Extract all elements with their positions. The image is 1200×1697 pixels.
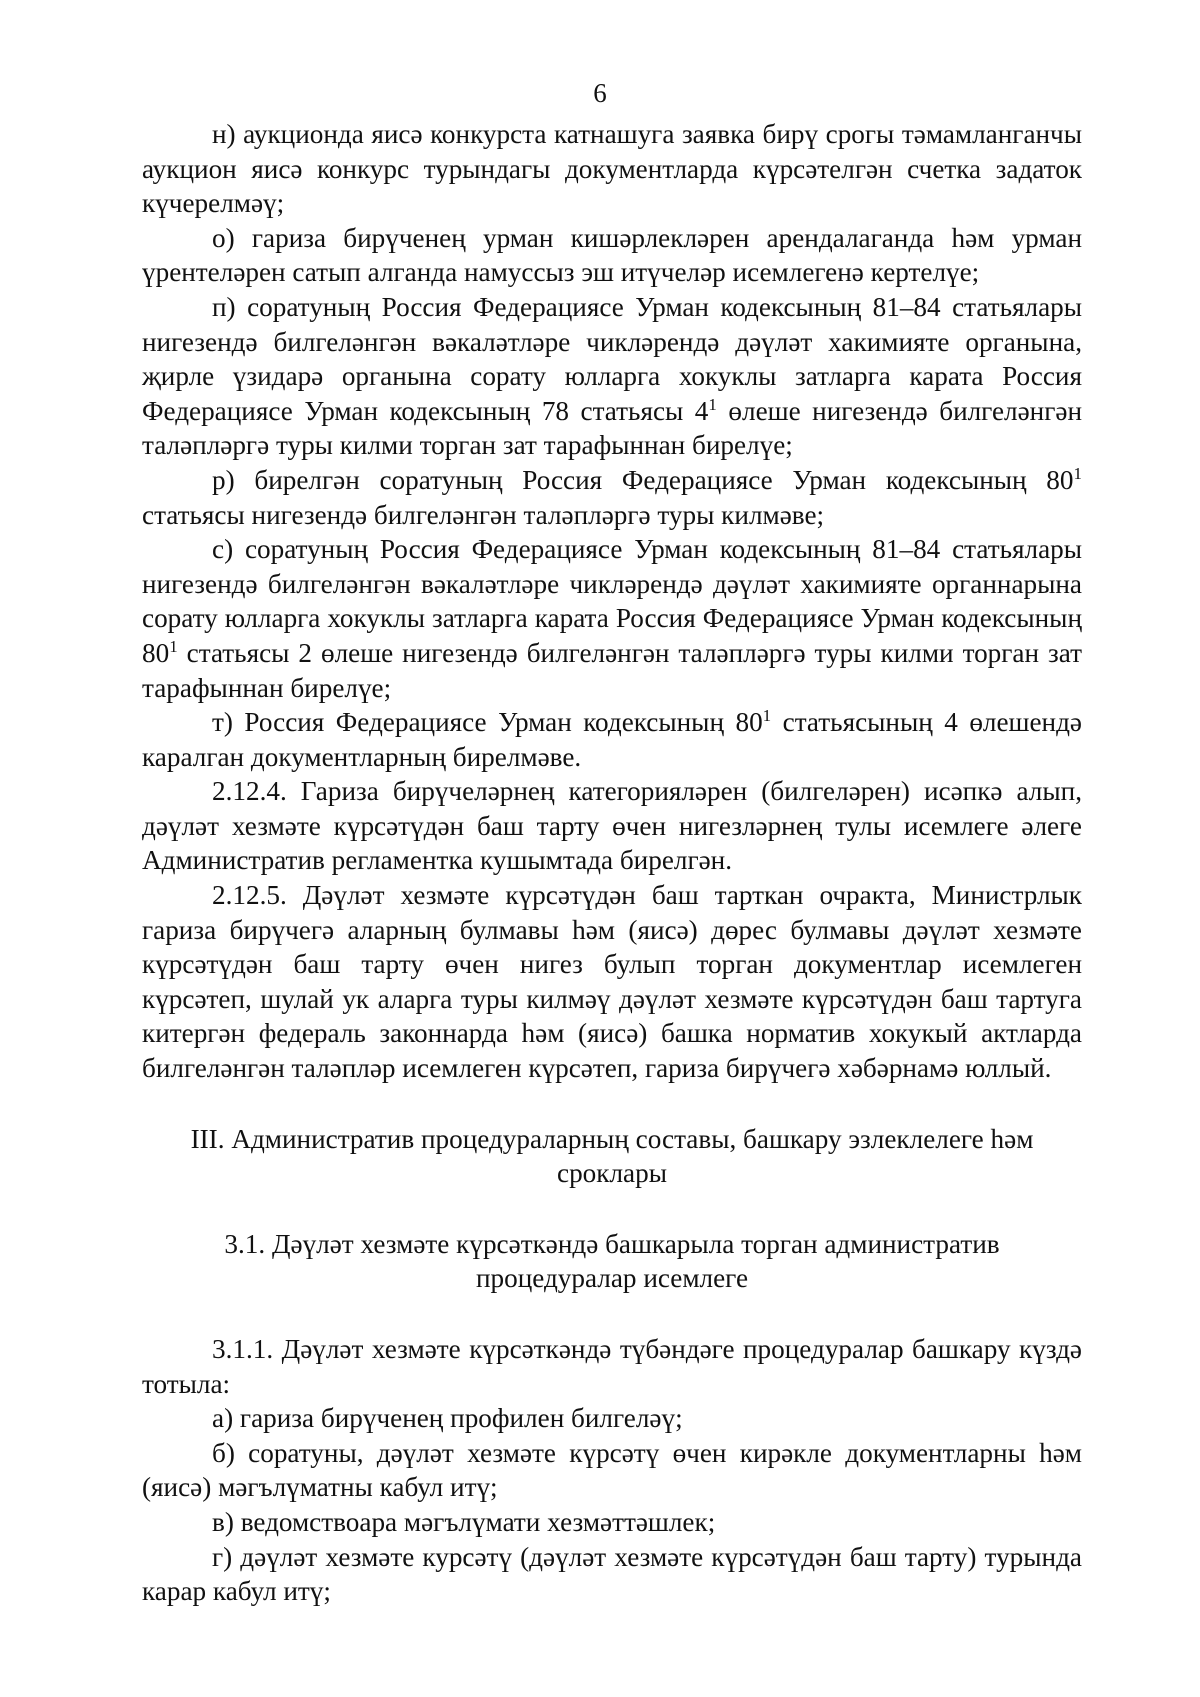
text-run: т) Россия Федерациясе Урман кодексының 80 bbox=[212, 707, 763, 738]
item-s bbox=[142, 532, 1082, 705]
text-run: с) соратуның Россия Федерациясе Урман кодексының 81–84 статьялары нигезендә билгеләнгән вәкаләтләре чикләрендә дәүләт хакимияте органнарына сорату юлларга хокуклы затларга карата Россия Федерациясе Урман кодексының 80 bbox=[142, 534, 1082, 668]
clause-2-12-4: 2.12.4. Гариза бирүчеләрнең категорияләрен (билгеләрен) исәпкә алып, дәүләт хезмәте күрсәтүдән баш тарту өчен нигезләрнең тулы исемлеге әлеге Административ регламентка кушымтада бирелгән. bbox=[142, 776, 1082, 876]
superscript: 1 bbox=[169, 636, 178, 656]
text-run: статьясының 4 өлешендә каралган документларның бирелмәве. bbox=[142, 707, 1082, 772]
section-3-title: III. Административ процедураларның составы, башкару эзлеклелеге һәм сроклары bbox=[190, 1123, 1034, 1189]
section-spacer bbox=[142, 1296, 1082, 1332]
item-a: а) гариза бирүченең профилен билгеләү; bbox=[212, 1403, 683, 1434]
page-number: 6 bbox=[593, 78, 607, 108]
item-n: н) аукционда яисә конкурста катнашуга заявка бирү срогы тәмамланганчы аукцион яисә конкурс турындагы документларда күрсәтелгән счетка задаток күчерелмәү; bbox=[142, 119, 1082, 219]
item-p bbox=[142, 290, 1082, 463]
superscript: 1 bbox=[708, 394, 717, 414]
item-o: о) гариза бирүченең урман кишәрлекләрен арендалаганда һәм урман үрентеләрен сатып алганда намуссыз эш итүчеләр исемлегенә кертелүе; bbox=[142, 222, 1082, 288]
item-t bbox=[142, 705, 1082, 774]
item-r bbox=[142, 463, 1082, 532]
superscript: 1 bbox=[762, 706, 772, 726]
text-run: өлеше нигезендә билгеләнгән таләпләргә туры килми торган зат тарафыннан бирелүе; bbox=[142, 395, 1082, 461]
clause-3-1-1: 3.1.1. Дәүләт хезмәте күрсәткәндә түбәндәге процедуралар башкару күздә тотыла: bbox=[142, 1334, 1082, 1399]
text-run: статьясы 2 өлеше нигезендә билгеләнгән таләпләргә туры килми торган зат тарафыннан бирелүе; bbox=[142, 637, 1082, 703]
subsection-3-1-title: 3.1. Дәүләт хезмәте күрсәткәндә башкарыла торган административ процедуралар исемлеге bbox=[224, 1228, 1000, 1294]
text-run: п) соратуның Россия Федерациясе Урман кодексының 81–84 статьялары нигезендә билгеләнгән вәкаләтләре чикләрендә дәүләт хакимияте органына, җирле үзидарә органына сорату юлларга хокуклы затларга карата Россия Федерациясе Урман кодексының 78 статьясы 4 bbox=[142, 291, 1082, 426]
section-spacer bbox=[142, 1191, 1082, 1227]
clause-2-12-5: 2.12.5. Дәүләт хезмәте күрсәтүдән баш тарткан очракта, Министрлык гариза бирүчегә аларның булмавы һәм (яисә) дөрес булмавы дәүләт хезмәте күрсәтүдән баш тарту өчен нигез булып торган документлар исемлеген күрсәтеп, шулай ук аларга туры килмәү дәүләт хезмәте күрсәтүдән баш тартуга китергән федераль законнарда һәм (яисә) башка норматив хокукый актларда билгеләнгән таләпләр исемлеген күрсәтеп, гариза бирүчегә хәбәрнамә юллый. bbox=[142, 880, 1082, 1084]
document-body bbox=[142, 117, 1082, 1609]
item-b: б) соратуны, дәүләт хезмәте күрсәтү өчен кирәкле документларны һәм (яисә) мәгълүматны кабул итү; bbox=[142, 1437, 1082, 1503]
item-v: в) ведомствоара мәгълүмати хезмәттәшлек; bbox=[212, 1506, 716, 1537]
text-run: статьясы нигезендә билгеләнгән таләпләргә туры килмәве; bbox=[142, 499, 825, 530]
section-spacer bbox=[142, 1086, 1082, 1122]
text-run: р) бирелгән соратуның Россия Федерациясе Урман кодексының 80 bbox=[212, 464, 1074, 495]
superscript: 1 bbox=[1073, 463, 1082, 483]
item-g: г) дәүләт хезмәте курсәтү (дәүләт хезмәте күрсәтүдән баш тарту) турында карар кабул итү; bbox=[142, 1541, 1082, 1607]
